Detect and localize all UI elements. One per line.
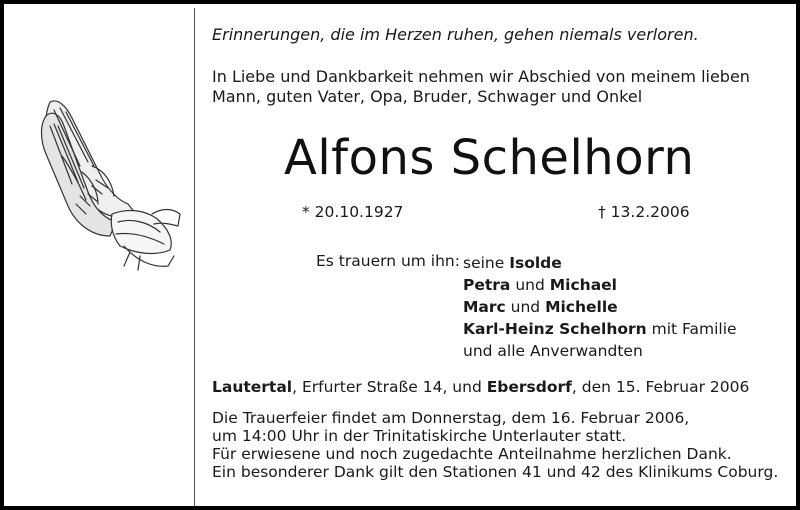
birth-date: * 20.10.1927 [302,203,404,221]
mourner-row: und alle Anverwandten [463,342,643,360]
vertical-divider [194,8,195,506]
town-name: Lautertal [212,378,293,396]
intro-line-1: In Liebe und Dankbarkeit nehmen wir Abschied von meinem lieben [212,67,750,86]
notice-line: Die Trauerfeier findet am Donnerstag, dem 16. Februar 2006, [212,409,690,427]
intro-text [212,67,750,107]
mourner-row: Karl-Heinz Schelhorn mit Familie [463,320,737,338]
notice-line: um 14:00 Uhr in der Trinitatiskirche Unterlauter statt. [212,427,627,445]
notice-line: Für erwiesene und noch zugedachte Anteilnahme herzlichen Dank. [212,445,732,463]
mourners-list [463,252,737,362]
mourner-row: Petra und Michael [463,276,617,294]
mourner-row: Marc und Michelle [463,298,618,316]
funeral-notice [212,409,778,481]
place-date-line: Lautertal, Erfurter Straße 14, und Ebersdorf, den 15. Februar 2006 [212,378,750,396]
praying-hands-icon [32,96,192,276]
mourner-row: seine Isolde [463,254,562,272]
notice-line: Ein besonderer Dank gilt den Stationen 41 und 42 des Klinikums Coburg. [212,463,779,481]
deceased-name: Alfons Schelhorn [284,130,695,186]
intro-line-2: Mann, guten Vater, Opa, Bruder, Schwager und Onkel [212,87,643,106]
mourners-label: Es trauern um ihn: [316,252,460,270]
death-date: † 13.2.2006 [598,203,690,221]
motto-line: Erinnerungen, die im Herzen ruhen, gehen niemals verloren. [212,25,699,44]
town-name: Ebersdorf [486,378,572,396]
